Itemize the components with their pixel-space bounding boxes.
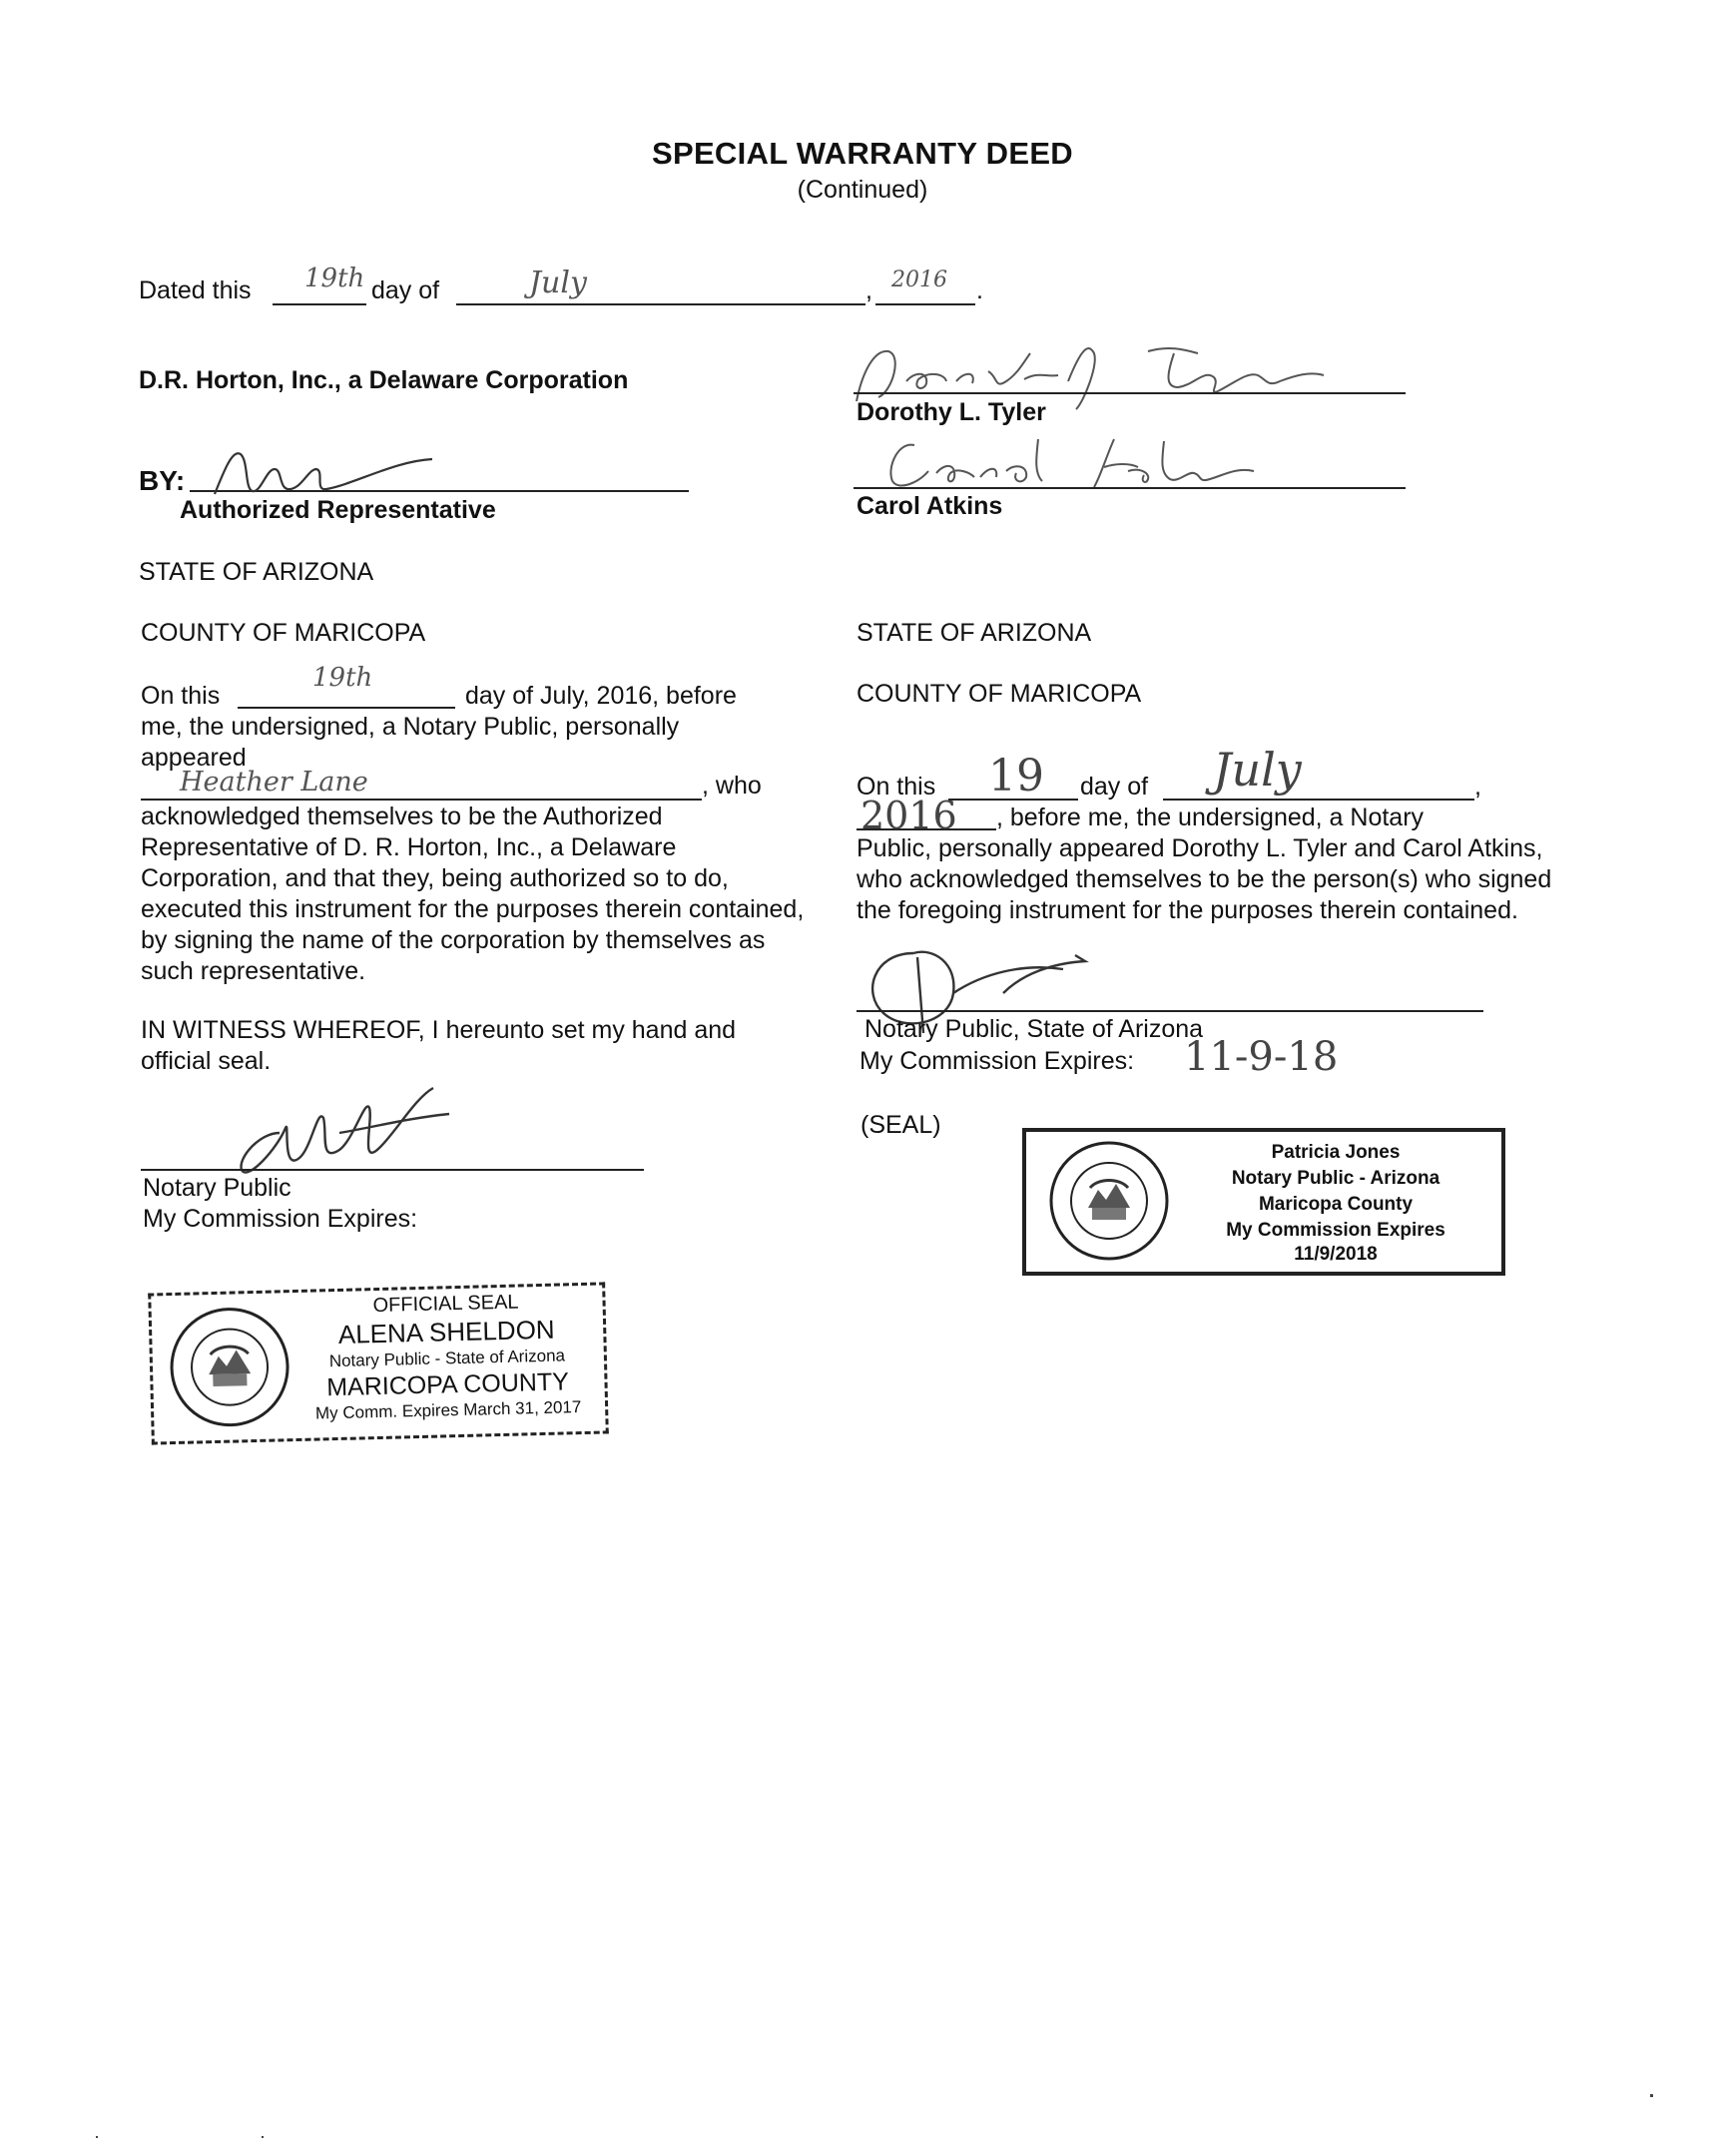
right-notary-label: Notary Public, State of Arizona xyxy=(864,1015,1204,1043)
dated-prefix: Dated this xyxy=(139,276,252,304)
left-notary-label: Notary Public xyxy=(143,1174,291,1202)
document-subtitle: (Continued) xyxy=(797,176,928,204)
document-title: SPECIAL WARRANTY DEED xyxy=(652,136,1073,171)
right-ack-comma: , xyxy=(1474,773,1481,801)
right-seal-line1: Patricia Jones xyxy=(1271,1142,1401,1163)
right-ack-day-of: day of xyxy=(1080,773,1149,801)
dated-day-blank xyxy=(273,303,366,305)
right-ack-year-handwritten: 2016 xyxy=(861,794,957,837)
right-seal-line2: Notary Public - Arizona xyxy=(1231,1168,1440,1189)
left-ack-line2: me, the undersigned, a Notary Public, personally xyxy=(141,713,680,741)
dated-day-of-label: day of xyxy=(371,276,440,304)
by-label: BY: xyxy=(139,465,186,496)
dated-comma: , xyxy=(865,276,872,304)
right-ack-body: Public, personally appeared Dorothy L. Tyler and Carol Atkins, who acknowledged themselves to be the person(s) who signed the foregoing instrument for the purposes therein contained. xyxy=(857,834,1552,924)
right-state: STATE OF ARIZONA xyxy=(857,619,1092,647)
right-commission-handwritten: 11-9-18 xyxy=(1184,1034,1339,1080)
scan-speck xyxy=(1650,2094,1653,2097)
notary-signature-left xyxy=(220,1078,459,1178)
left-state: STATE OF ARIZONA xyxy=(139,558,374,586)
left-ack-day-blank xyxy=(238,707,455,709)
signer2-name: Carol Atkins xyxy=(857,492,1003,520)
left-ack-line1: day of July, 2016, before xyxy=(465,682,737,710)
left-commission-label: My Commission Expires: xyxy=(143,1205,418,1233)
left-seal-line1: OFFICIAL SEAL xyxy=(372,1291,519,1318)
left-notary-line xyxy=(141,1169,644,1171)
scan-speck xyxy=(96,2136,98,2138)
left-ack-body: acknowledged themselves to be the Authorized Representative of D. R. Horton, Inc., a Delaware Corporation, and that they, being authorized so to do, executed this instrument for the purposes therein contained, by signing the name of the corporation by themselves as such representative. xyxy=(141,803,805,985)
dated-period: . xyxy=(976,276,983,304)
official-seal-stamp-right xyxy=(1022,1128,1505,1276)
official-seal-stamp-left xyxy=(148,1282,609,1444)
left-ack-line3: appeared xyxy=(141,744,247,772)
dorothy-signature-line xyxy=(854,392,1406,394)
right-seal-line3: Maricopa County xyxy=(1258,1194,1414,1215)
grantor-company: D.R. Horton, Inc., a Delaware Corporation xyxy=(139,366,629,394)
left-ack-day-handwritten: 19th xyxy=(312,663,373,693)
left-county: COUNTY OF MARICOPA xyxy=(141,619,426,647)
dated-year-handwritten: 2016 xyxy=(891,268,947,292)
left-ack-name-handwritten: Heather Lane xyxy=(180,767,368,798)
authorized-rep-label: Authorized Representative xyxy=(180,496,496,524)
carol-signature-line xyxy=(854,487,1406,489)
left-seal-line3: Notary Public - State of Arizona xyxy=(328,1346,566,1371)
right-ack-day-handwritten: 19 xyxy=(988,751,1044,802)
right-seal-line5: 11/9/2018 xyxy=(1294,1244,1378,1265)
arizona-state-seal-emblem xyxy=(166,1303,294,1431)
scan-speck xyxy=(262,2136,264,2138)
left-ack-who: , who xyxy=(702,772,762,800)
signer1-name: Dorothy L. Tyler xyxy=(857,398,1046,426)
right-county: COUNTY OF MARICOPA xyxy=(857,680,1142,708)
right-ack-line2: , before me, the undersigned, a Notary xyxy=(996,804,1425,831)
right-commission-label: My Commission Expires: xyxy=(860,1047,1135,1075)
left-seal-line2: ALENA SHELDON xyxy=(337,1314,555,1349)
left-seal-line5: My Comm. Expires March 31, 2017 xyxy=(314,1397,582,1423)
arizona-state-seal-emblem xyxy=(1046,1138,1172,1264)
dated-year-blank xyxy=(875,303,975,305)
dated-month-blank xyxy=(456,303,865,305)
right-ack-month-blank xyxy=(1163,799,1474,801)
right-ack-month-handwritten: July xyxy=(1213,743,1302,797)
left-ack-name-blank xyxy=(141,799,702,801)
left-witness-clause: IN WITNESS WHEREOF, I hereunto set my hand and official seal. xyxy=(141,1016,737,1075)
dated-day-handwritten: 19th xyxy=(304,264,365,293)
left-ack-on-this: On this xyxy=(141,682,221,710)
left-seal-line4: MARICOPA COUNTY xyxy=(325,1367,570,1402)
right-ack-on-this: On this xyxy=(857,773,936,801)
dated-month-handwritten: July xyxy=(529,266,587,300)
right-notary-line xyxy=(857,1010,1483,1012)
right-seal-line4: My Commission Expires xyxy=(1226,1220,1445,1241)
right-seal-label: (SEAL) xyxy=(861,1111,941,1139)
